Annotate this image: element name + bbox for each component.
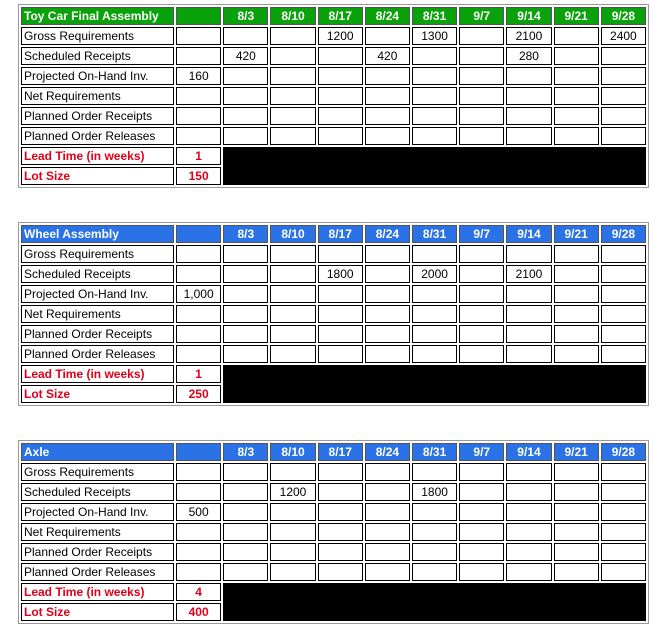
value-cell[interactable] [318,87,363,105]
lot-size-value: 150 [176,167,221,185]
value-cell[interactable] [506,345,551,363]
value-cell[interactable] [365,87,410,105]
value-cell[interactable] [506,463,551,481]
row-label: Projected On-Hand Inv. [21,503,174,521]
value-cell[interactable] [318,107,363,125]
value-cell[interactable] [365,107,410,125]
lead-time-label: Lead Time (in weeks) [21,583,174,601]
table-row [21,463,646,481]
initial-cell[interactable] [176,87,221,105]
value-cell[interactable] [318,67,363,85]
lead-time-label: Lead Time (in weeks) [21,147,174,165]
value-cell[interactable] [270,345,315,363]
period-header: 9/21 [554,7,599,25]
value-cell[interactable] [601,543,646,561]
table-row [21,483,646,501]
mrp-table [18,4,649,188]
lot-size-label: Lot Size [21,603,174,621]
lead-time-label: Lead Time (in weeks) [21,365,174,383]
value-cell[interactable] [554,67,599,85]
value-cell[interactable] [459,543,504,561]
table-row [21,345,646,363]
value-cell[interactable] [554,27,599,45]
initial-cell[interactable] [176,47,221,65]
blocked-area [223,365,646,403]
header-blank-cell [176,225,221,243]
value-cell[interactable] [601,87,646,105]
value-cell[interactable] [554,523,599,541]
value-cell[interactable] [318,325,363,343]
row-label: Planned Order Releases [21,563,174,581]
table-row [21,523,646,541]
value-cell[interactable]: 420 [223,47,268,65]
table-row [21,543,646,561]
period-header: 8/31 [412,7,457,25]
value-cell[interactable] [318,523,363,541]
value-cell[interactable] [601,563,646,581]
period-header: 8/3 [223,443,268,461]
value-cell[interactable] [270,543,315,561]
period-header: 8/17 [318,7,363,25]
row-label: Gross Requirements [21,27,174,45]
lot-size-value: 250 [176,385,221,403]
period-header: 9/14 [506,225,551,243]
mrp-table [18,440,649,624]
value-cell[interactable] [223,563,268,581]
initial-cell[interactable] [176,563,221,581]
value-cell[interactable] [223,325,268,343]
initial-cell[interactable] [176,345,221,363]
initial-on-hand-cell[interactable]: 500 [176,503,221,521]
value-cell[interactable]: 2400 [601,27,646,45]
row-label: Planned Order Releases [21,127,174,145]
value-cell[interactable] [412,325,457,343]
period-header: 9/28 [601,443,646,461]
value-cell[interactable] [318,305,363,323]
value-cell[interactable] [412,563,457,581]
value-cell[interactable]: 1200 [318,27,363,45]
table-row [21,67,646,85]
value-cell[interactable]: 1800 [318,265,363,283]
value-cell[interactable] [554,483,599,501]
value-cell[interactable] [601,523,646,541]
value-cell[interactable]: 420 [365,47,410,65]
period-header: 8/24 [365,225,410,243]
period-header: 8/10 [270,225,315,243]
value-cell[interactable] [223,285,268,303]
mrp-table [18,222,649,406]
period-header: 8/3 [223,7,268,25]
value-cell[interactable] [318,483,363,501]
value-cell[interactable] [554,325,599,343]
value-cell[interactable] [412,503,457,521]
value-cell[interactable] [223,523,268,541]
value-cell[interactable] [412,285,457,303]
value-cell[interactable] [459,463,504,481]
value-cell[interactable] [601,503,646,521]
row-label: Net Requirements [21,305,174,323]
period-header: 9/7 [459,443,504,461]
value-cell[interactable] [270,305,315,323]
row-label: Planned Order Receipts [21,107,174,125]
value-cell[interactable] [601,325,646,343]
value-cell[interactable] [365,67,410,85]
value-cell[interactable] [554,107,599,125]
value-cell[interactable] [601,127,646,145]
value-cell[interactable]: 2100 [506,27,551,45]
row-label: Scheduled Receipts [21,47,174,65]
table-row [21,305,646,323]
value-cell[interactable] [506,245,551,263]
initial-on-hand-cell[interactable]: 160 [176,67,221,85]
table-row [21,47,646,65]
initial-cell[interactable] [176,543,221,561]
value-cell[interactable]: 2100 [506,265,551,283]
value-cell[interactable] [554,503,599,521]
table-header-row [21,225,646,243]
lead-time-row [21,147,646,165]
value-cell[interactable] [365,563,410,581]
header-blank-cell [176,7,221,25]
value-cell[interactable] [554,245,599,263]
lot-size-label: Lot Size [21,167,174,185]
table-row [21,107,646,125]
value-cell[interactable] [459,27,504,45]
table-row [21,27,646,45]
initial-cell[interactable] [176,305,221,323]
value-cell[interactable] [318,245,363,263]
value-cell[interactable] [412,345,457,363]
value-cell[interactable] [601,345,646,363]
value-cell[interactable] [412,67,457,85]
table-row [21,325,646,343]
period-header: 9/28 [601,225,646,243]
value-cell[interactable] [270,265,315,283]
initial-cell[interactable] [176,523,221,541]
value-cell[interactable] [223,27,268,45]
value-cell[interactable] [223,305,268,323]
value-cell[interactable] [506,67,551,85]
value-cell[interactable] [506,87,551,105]
value-cell[interactable] [223,503,268,521]
value-cell[interactable] [270,127,315,145]
value-cell[interactable] [365,325,410,343]
value-cell[interactable]: 1200 [270,483,315,501]
lot-size-label: Lot Size [21,385,174,403]
period-header: 8/17 [318,443,363,461]
value-cell[interactable] [459,523,504,541]
value-cell[interactable]: 280 [506,47,551,65]
table-row [21,87,646,105]
value-cell[interactable] [506,285,551,303]
value-cell[interactable] [318,503,363,521]
value-cell[interactable] [506,483,551,501]
table-row [21,503,646,521]
value-cell[interactable] [459,285,504,303]
period-header: 8/3 [223,225,268,243]
value-cell[interactable] [459,305,504,323]
value-cell[interactable] [459,345,504,363]
value-cell[interactable] [270,563,315,581]
value-cell[interactable]: 2000 [412,265,457,283]
period-header: 8/24 [365,7,410,25]
value-cell[interactable] [365,463,410,481]
value-cell[interactable] [554,87,599,105]
value-cell[interactable] [506,543,551,561]
value-cell[interactable] [459,503,504,521]
value-cell[interactable] [459,483,504,501]
period-header: 9/21 [554,225,599,243]
value-cell[interactable] [601,245,646,263]
item-title: Wheel Assembly [21,225,174,243]
row-label: Gross Requirements [21,463,174,481]
initial-cell[interactable] [176,245,221,263]
value-cell[interactable] [412,245,457,263]
value-cell[interactable] [412,107,457,125]
value-cell[interactable] [601,483,646,501]
value-cell[interactable] [318,285,363,303]
initial-cell[interactable] [176,325,221,343]
row-label: Projected On-Hand Inv. [21,67,174,85]
lead-time-value: 4 [176,583,221,601]
value-cell[interactable] [318,47,363,65]
value-cell[interactable] [365,305,410,323]
value-cell[interactable] [506,305,551,323]
row-label: Gross Requirements [21,245,174,263]
value-cell[interactable]: 1800 [412,483,457,501]
value-cell[interactable] [223,345,268,363]
period-header: 9/28 [601,7,646,25]
lead-time-value: 1 [176,365,221,383]
value-cell[interactable] [412,305,457,323]
value-cell[interactable] [459,107,504,125]
table-row [21,285,646,303]
value-cell[interactable] [506,107,551,125]
value-cell[interactable] [270,87,315,105]
row-label: Planned Order Releases [21,345,174,363]
value-cell[interactable] [223,265,268,283]
row-label: Projected On-Hand Inv. [21,285,174,303]
row-label: Net Requirements [21,523,174,541]
value-cell[interactable] [554,265,599,283]
value-cell[interactable] [554,563,599,581]
value-cell[interactable] [223,87,268,105]
lead-time-row [21,583,646,601]
table-header-row [21,7,646,25]
value-cell[interactable] [506,563,551,581]
value-cell[interactable] [554,127,599,145]
value-cell[interactable] [412,523,457,541]
row-label: Scheduled Receipts [21,483,174,501]
initial-cell[interactable] [176,265,221,283]
row-label: Scheduled Receipts [21,265,174,283]
value-cell[interactable] [554,305,599,323]
value-cell[interactable] [270,27,315,45]
value-cell[interactable] [318,543,363,561]
value-cell[interactable] [270,285,315,303]
value-cell[interactable] [459,47,504,65]
value-cell[interactable] [365,345,410,363]
item-title: Axle [21,443,174,461]
value-cell[interactable] [412,127,457,145]
value-cell[interactable] [365,265,410,283]
value-cell[interactable] [601,285,646,303]
value-cell[interactable] [365,483,410,501]
value-cell[interactable] [223,245,268,263]
value-cell[interactable] [459,87,504,105]
value-cell[interactable] [459,245,504,263]
table-row [21,127,646,145]
value-cell[interactable] [459,67,504,85]
value-cell[interactable] [223,107,268,125]
row-label: Planned Order Receipts [21,325,174,343]
value-cell[interactable] [365,285,410,303]
value-cell[interactable] [365,27,410,45]
value-cell[interactable] [318,463,363,481]
value-cell[interactable] [365,523,410,541]
period-header: 9/7 [459,225,504,243]
value-cell[interactable] [365,245,410,263]
initial-cell[interactable] [176,107,221,125]
value-cell[interactable] [601,463,646,481]
value-cell[interactable] [459,325,504,343]
blocked-area [223,583,646,621]
value-cell[interactable] [365,543,410,561]
value-cell[interactable] [270,67,315,85]
value-cell[interactable] [601,47,646,65]
item-title: Toy Car Final Assembly [21,7,174,25]
value-cell[interactable] [601,67,646,85]
value-cell[interactable] [318,127,363,145]
lot-size-value: 400 [176,603,221,621]
value-cell[interactable] [506,523,551,541]
value-cell[interactable] [506,127,551,145]
value-cell[interactable] [554,345,599,363]
value-cell[interactable] [554,47,599,65]
value-cell[interactable] [318,345,363,363]
value-cell[interactable] [223,463,268,481]
table-row [21,563,646,581]
value-cell[interactable] [365,127,410,145]
row-label: Net Requirements [21,87,174,105]
value-cell[interactable] [270,325,315,343]
value-cell[interactable] [365,503,410,521]
value-cell[interactable] [223,483,268,501]
initial-cell[interactable] [176,27,221,45]
period-header: 9/14 [506,7,551,25]
period-header: 8/10 [270,443,315,461]
value-cell[interactable] [506,325,551,343]
initial-cell[interactable] [176,463,221,481]
value-cell[interactable] [223,543,268,561]
value-cell[interactable] [270,47,315,65]
period-header: 8/17 [318,225,363,243]
lead-time-value: 1 [176,147,221,165]
value-cell[interactable] [412,463,457,481]
period-header: 9/7 [459,7,504,25]
period-header: 9/21 [554,443,599,461]
table-header-row [21,443,646,461]
value-cell[interactable] [601,265,646,283]
header-blank-cell [176,443,221,461]
value-cell[interactable] [554,285,599,303]
value-cell[interactable] [412,543,457,561]
initial-on-hand-cell[interactable]: 1,000 [176,285,221,303]
value-cell[interactable] [506,503,551,521]
value-cell[interactable] [270,503,315,521]
period-header: 8/10 [270,7,315,25]
value-cell[interactable] [554,543,599,561]
table-row [21,245,646,263]
initial-cell[interactable] [176,127,221,145]
period-header: 8/24 [365,443,410,461]
value-cell[interactable] [459,265,504,283]
value-cell[interactable] [412,87,457,105]
value-cell[interactable] [223,67,268,85]
period-header: 9/14 [506,443,551,461]
value-cell[interactable] [270,107,315,125]
initial-cell[interactable] [176,483,221,501]
value-cell[interactable] [412,47,457,65]
value-cell[interactable] [223,127,268,145]
value-cell[interactable] [270,463,315,481]
value-cell[interactable] [554,463,599,481]
period-header: 8/31 [412,443,457,461]
value-cell[interactable] [270,245,315,263]
value-cell[interactable] [270,523,315,541]
value-cell[interactable]: 1300 [412,27,457,45]
table-row [21,265,646,283]
value-cell[interactable] [601,305,646,323]
blocked-area [223,147,646,185]
value-cell[interactable] [601,107,646,125]
value-cell[interactable] [459,563,504,581]
value-cell[interactable] [459,127,504,145]
period-header: 8/31 [412,225,457,243]
row-label: Planned Order Receipts [21,543,174,561]
value-cell[interactable] [318,563,363,581]
lead-time-row [21,365,646,383]
